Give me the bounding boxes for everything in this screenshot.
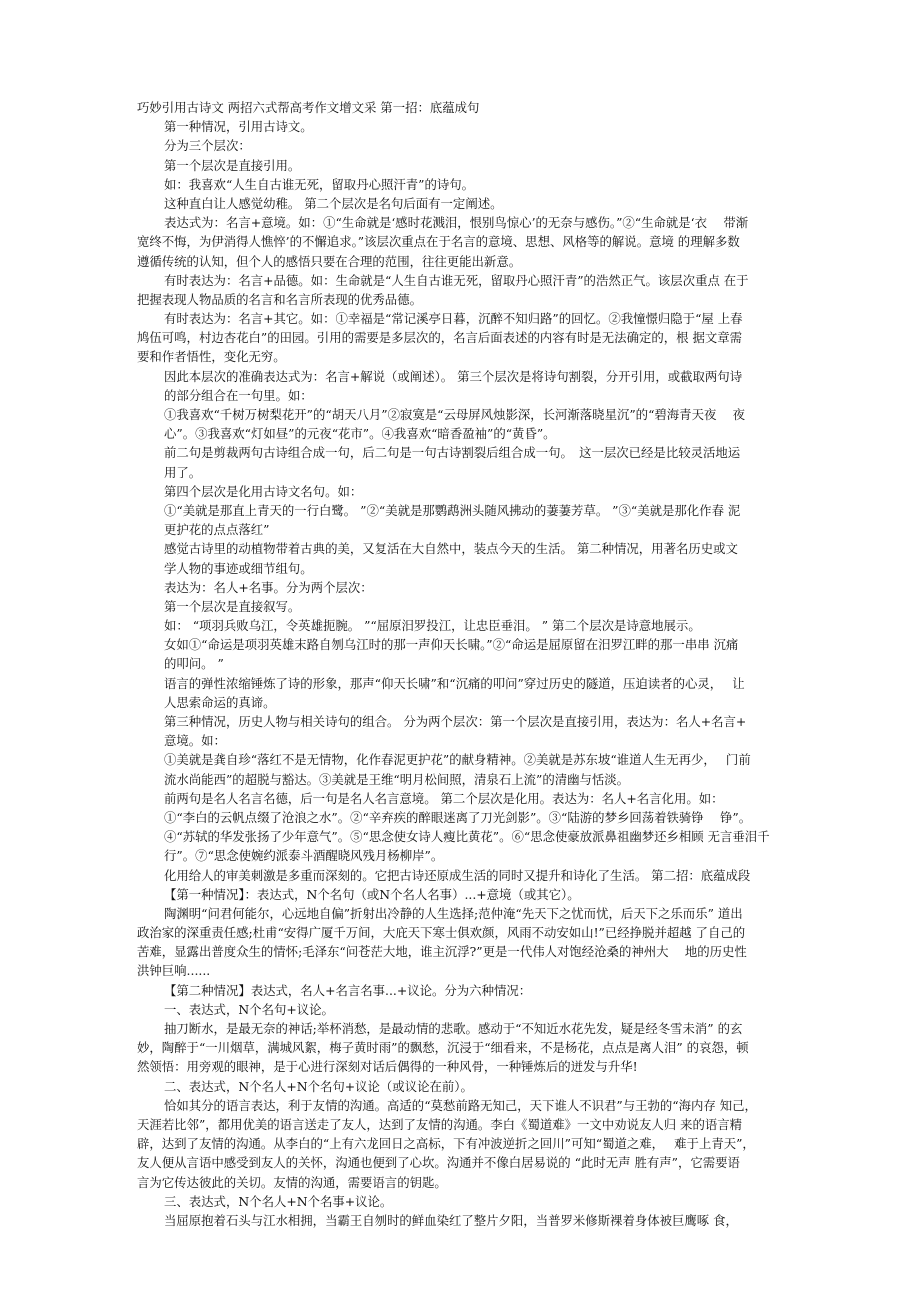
text-line: 流水尚能西”的超脱与豁达。③美就是王维“明月松间照，清泉石上流”的清幽与恬淡。 <box>164 771 630 787</box>
text-line: 三、表达式，N个名人+N个名事+议论。 <box>164 1193 393 1209</box>
text-line: 用了。 <box>164 464 202 480</box>
text-line: 政治家的深重责任感;杜甫“安得广厦千万间，大庇天下寒士俱欢颜，风雨不动安如山!”已经挣脱并超越 了自己的 <box>137 925 746 941</box>
text-line: 【第一种情况】：表达式，N个名句（或N个名人名事）...+意境（或其它）。 <box>164 886 580 902</box>
text-line: 表达式为：名言+意境。如：①“生命就是‘感时花溅泪，恨别鸟惊心’的无奈与感伤。”②“生命就是‘衣 带渐 <box>164 215 749 231</box>
text-line: 要和作者悟性，变化无穷。 <box>137 349 286 365</box>
document-body <box>137 98 789 1230</box>
text-line: 第四个层次是化用古诗文名句。如： <box>164 483 363 499</box>
text-line: 第一个层次是直接引用。 <box>164 157 301 173</box>
text-line: 心”。③我喜欢“灯如昼”的元夜“花市”。④我喜欢“暗香盈袖”的“黄昏”。 <box>164 426 556 442</box>
text-line: 的部分组合在一句里。如： <box>164 387 313 403</box>
text-line: 这种直白让人感觉幼稚。 第二个层次是名句后面有一定阐述。 <box>164 195 503 211</box>
text-line: 恰如其分的语言表达，利于友情的沟通。高适的“莫愁前路无知己，天下谁人不识君”与王勃的“海内存 知己， <box>164 1097 757 1113</box>
text-line: 感觉古诗里的动植物带着古典的美，又复活在大自然中，装点今天的生活。 第二种情况，用著名历史或文 <box>164 541 738 557</box>
text-line: 辟，达到了友情的沟通。从李白的“上有六龙回日之高标，下有冲波逆折之回川”可知“蜀道之难， 难于上青天”， <box>137 1136 755 1152</box>
text-line: 的叩问。 ” <box>164 656 224 672</box>
text-line: 【第二种情况】表达式，名人+名言名事...+议论。分为六种情况： <box>164 982 532 998</box>
text-line: 前二句是剪裁两句古诗组合成一句，后二句是一句古诗割裂后组合成一句。 这一层次已经是比较灵活地运 <box>164 445 741 461</box>
text-line: 二、表达式，N个名人+N个名句+议论（或议论在前）。 <box>164 1078 473 1094</box>
text-line: 陶渊明“问君何能尔，心远地自偏”折射出冷静的人生选择;范仲淹“先天下之忧而忧，后天下之乐而乐” 道出 <box>164 905 743 921</box>
text-line: 然领悟：用旁观的眼神，是于心进行深刻对话后偶得的一种风骨，一种锤炼后的迸发与升华! <box>137 1059 638 1075</box>
text-line: 苦难，显露出普度众生的情怀;毛泽东“问苍茫大地，谁主沉浮?”更是一代伟人对饱经沧桑的神州大 地的历史性 <box>137 944 747 960</box>
text-line: 如：我喜欢“人生自古谁无死，留取丹心照汗青”的诗句。 <box>164 176 475 192</box>
text-line: 有时表达为：名言+品德。如：生命就是“人生自古谁无死，留取丹心照汗青”的浩然正气。该层次重点 在于 <box>164 272 749 288</box>
text-line: ①“李白的云帆点缀了沧浪之水”。②“辛弃疾的醉眼迷离了刀光剑影”。③“陆游的梦乡回荡着铁骑铮 铮”。 <box>164 809 752 825</box>
text-line: 行”。⑦“思念使婉约派泰斗酒醒晓风残月杨柳岸”。 <box>164 848 444 864</box>
text-line: 把握表现人物品质的名言和名言所表现的优秀品德。 <box>137 291 422 307</box>
text-line: 学人物的事迹或细节组句。 <box>164 560 313 576</box>
text-line: 第三种情况，历史人物与相关诗句的组合。 分为两个层次：第一个层次是直接引用，表达为：名人+名言+ <box>164 714 747 729</box>
text-line: ①我喜欢“千树万树梨花开”的“胡天八月”②寂寞是“云母屏风烛影深，长河渐落晓星沉”的“碧海青天夜 夜 <box>164 407 746 422</box>
document-title: 巧妙引用古诗文 两招六式帮高考作文增文采 第一招：底蕴成句 <box>137 100 480 115</box>
text-line: 洪钟巨响...... <box>137 963 211 979</box>
text-line: 人思索命运的真谛。 <box>164 694 276 710</box>
text-line: ④“苏轼的华发张扬了少年意气”。⑤“思念使女诗人瘦比黄花”。⑥“思念使豪放派鼻祖幽梦还乡相顾 无言垂泪千 <box>164 829 770 845</box>
text-line: 前两句是名人名言名德，后一句是名人名言意境。 第二个层次是化用。表达为：名人+名言化用。如： <box>164 790 724 806</box>
text-line: 天涯若比邻”，都用优美的语言送走了友人，达到了友情的沟通。李白《蜀道难》一文中劝说友人归 来的语言精 <box>137 1116 743 1132</box>
text-line: 言为它传达彼此的关切。友情的沟通，需要语言的钥匙。 <box>137 1174 447 1190</box>
text-line: 语言的弹性浓缩锤炼了诗的形象，那声“仰天长啸”和“沉痛的叩问”穿过历史的隧道，压迫读者的心灵， 让 <box>164 675 745 691</box>
text-line: 女如①“命运是项羽英雄末路自刎乌江时的那一声仰天长啸。”②“命运是屈原留在汨罗江畔的那一串串 沉痛 <box>164 637 739 653</box>
text-line: 如： “项羽兵败乌江，令英雄扼腕。 ”“屈原汨罗投江，让忠臣垂泪。 ” 第二个层次是诗意地展示。 <box>164 618 701 634</box>
text-line: ①美就是龚自珍“落红不是无情物，化作春泥更护花”的献身精神。②美就是苏东坡“谁道人生无再少， 门前 <box>164 752 751 768</box>
text-line: 遵循传统的认知，但个人的感悟只要在合理的范围，往往更能出新意。 <box>137 253 522 269</box>
text-line: 更护花的点点落红” <box>164 522 270 538</box>
text-line: 妙，陶醉于“一川烟草，满城风絮，梅子黄时雨”的飘愁，沉浸于“细看来，不是杨花，点点是离人泪” 的哀怨，顿 <box>137 1040 749 1056</box>
text-line: 当屈原抱着石头与江水相拥，当霸王自刎时的鲜血染红了整片夕阳，当普罗米修斯裸着身体被巨鹰啄 食， <box>164 1212 738 1228</box>
text-line: 第一种情况，引用古诗文。 <box>164 119 313 135</box>
text-line: 友人便从言语中感受到友人的关怀，沟通也便到了心坎。沟通并不像白居易说的 “此时无声 胜有声”，它需要语 <box>137 1155 740 1171</box>
text-line: 有时表达为：名言+其它。如：①幸福是“常记溪亭日暮，沉醉不知归路”的回忆。②我憧憬归隐于“屋 上春 <box>164 311 743 327</box>
text-line: 化用给人的审美刺激是多重而深刻的。它把古诗还原成生活的同时又提升和诗化了生活。 第二招：底蕴成段 <box>164 867 751 883</box>
text-line: 表达为：名人+名事。分为两个层次： <box>164 579 373 595</box>
text-line: 宽终不悔，为伊消得人憔悴’的不懈追求。”该层次重点在于名言的意境、思想、风格等的解说。意境 的理解多数 <box>137 234 740 250</box>
text-line: 一、表达式，N个名句+议论。 <box>164 1001 334 1017</box>
text-line: 因此本层次的准确表达式为：名言+解说（或阐述）。 第三个层次是将诗句割裂，分开引用，或截取两句诗 <box>164 368 743 384</box>
text-line: 抽刀断水，是最无奈的神话;举杯消愁，是最动情的悲歌。感动于“不知近水花先发，疑是经冬雪未消” 的玄 <box>164 1021 743 1036</box>
text-line: 意境。如： <box>164 733 226 749</box>
text-line: 第一个层次是直接叙写。 <box>164 598 301 614</box>
text-line: 分为三个层次： <box>164 138 251 154</box>
text-line: 鸠伍可鸣，村边杏花白”的田园。引用的需要是多层次的，名言后面表述的内容有时是无法确定的，根 据文章需 <box>137 330 743 346</box>
text-line: ①“美就是那直上青天的一行白鹭。 ”②“美就是那鹦鹉洲头随风拂动的萋萋芳草。 ”③“美就是那化作春 泥 <box>164 502 741 518</box>
